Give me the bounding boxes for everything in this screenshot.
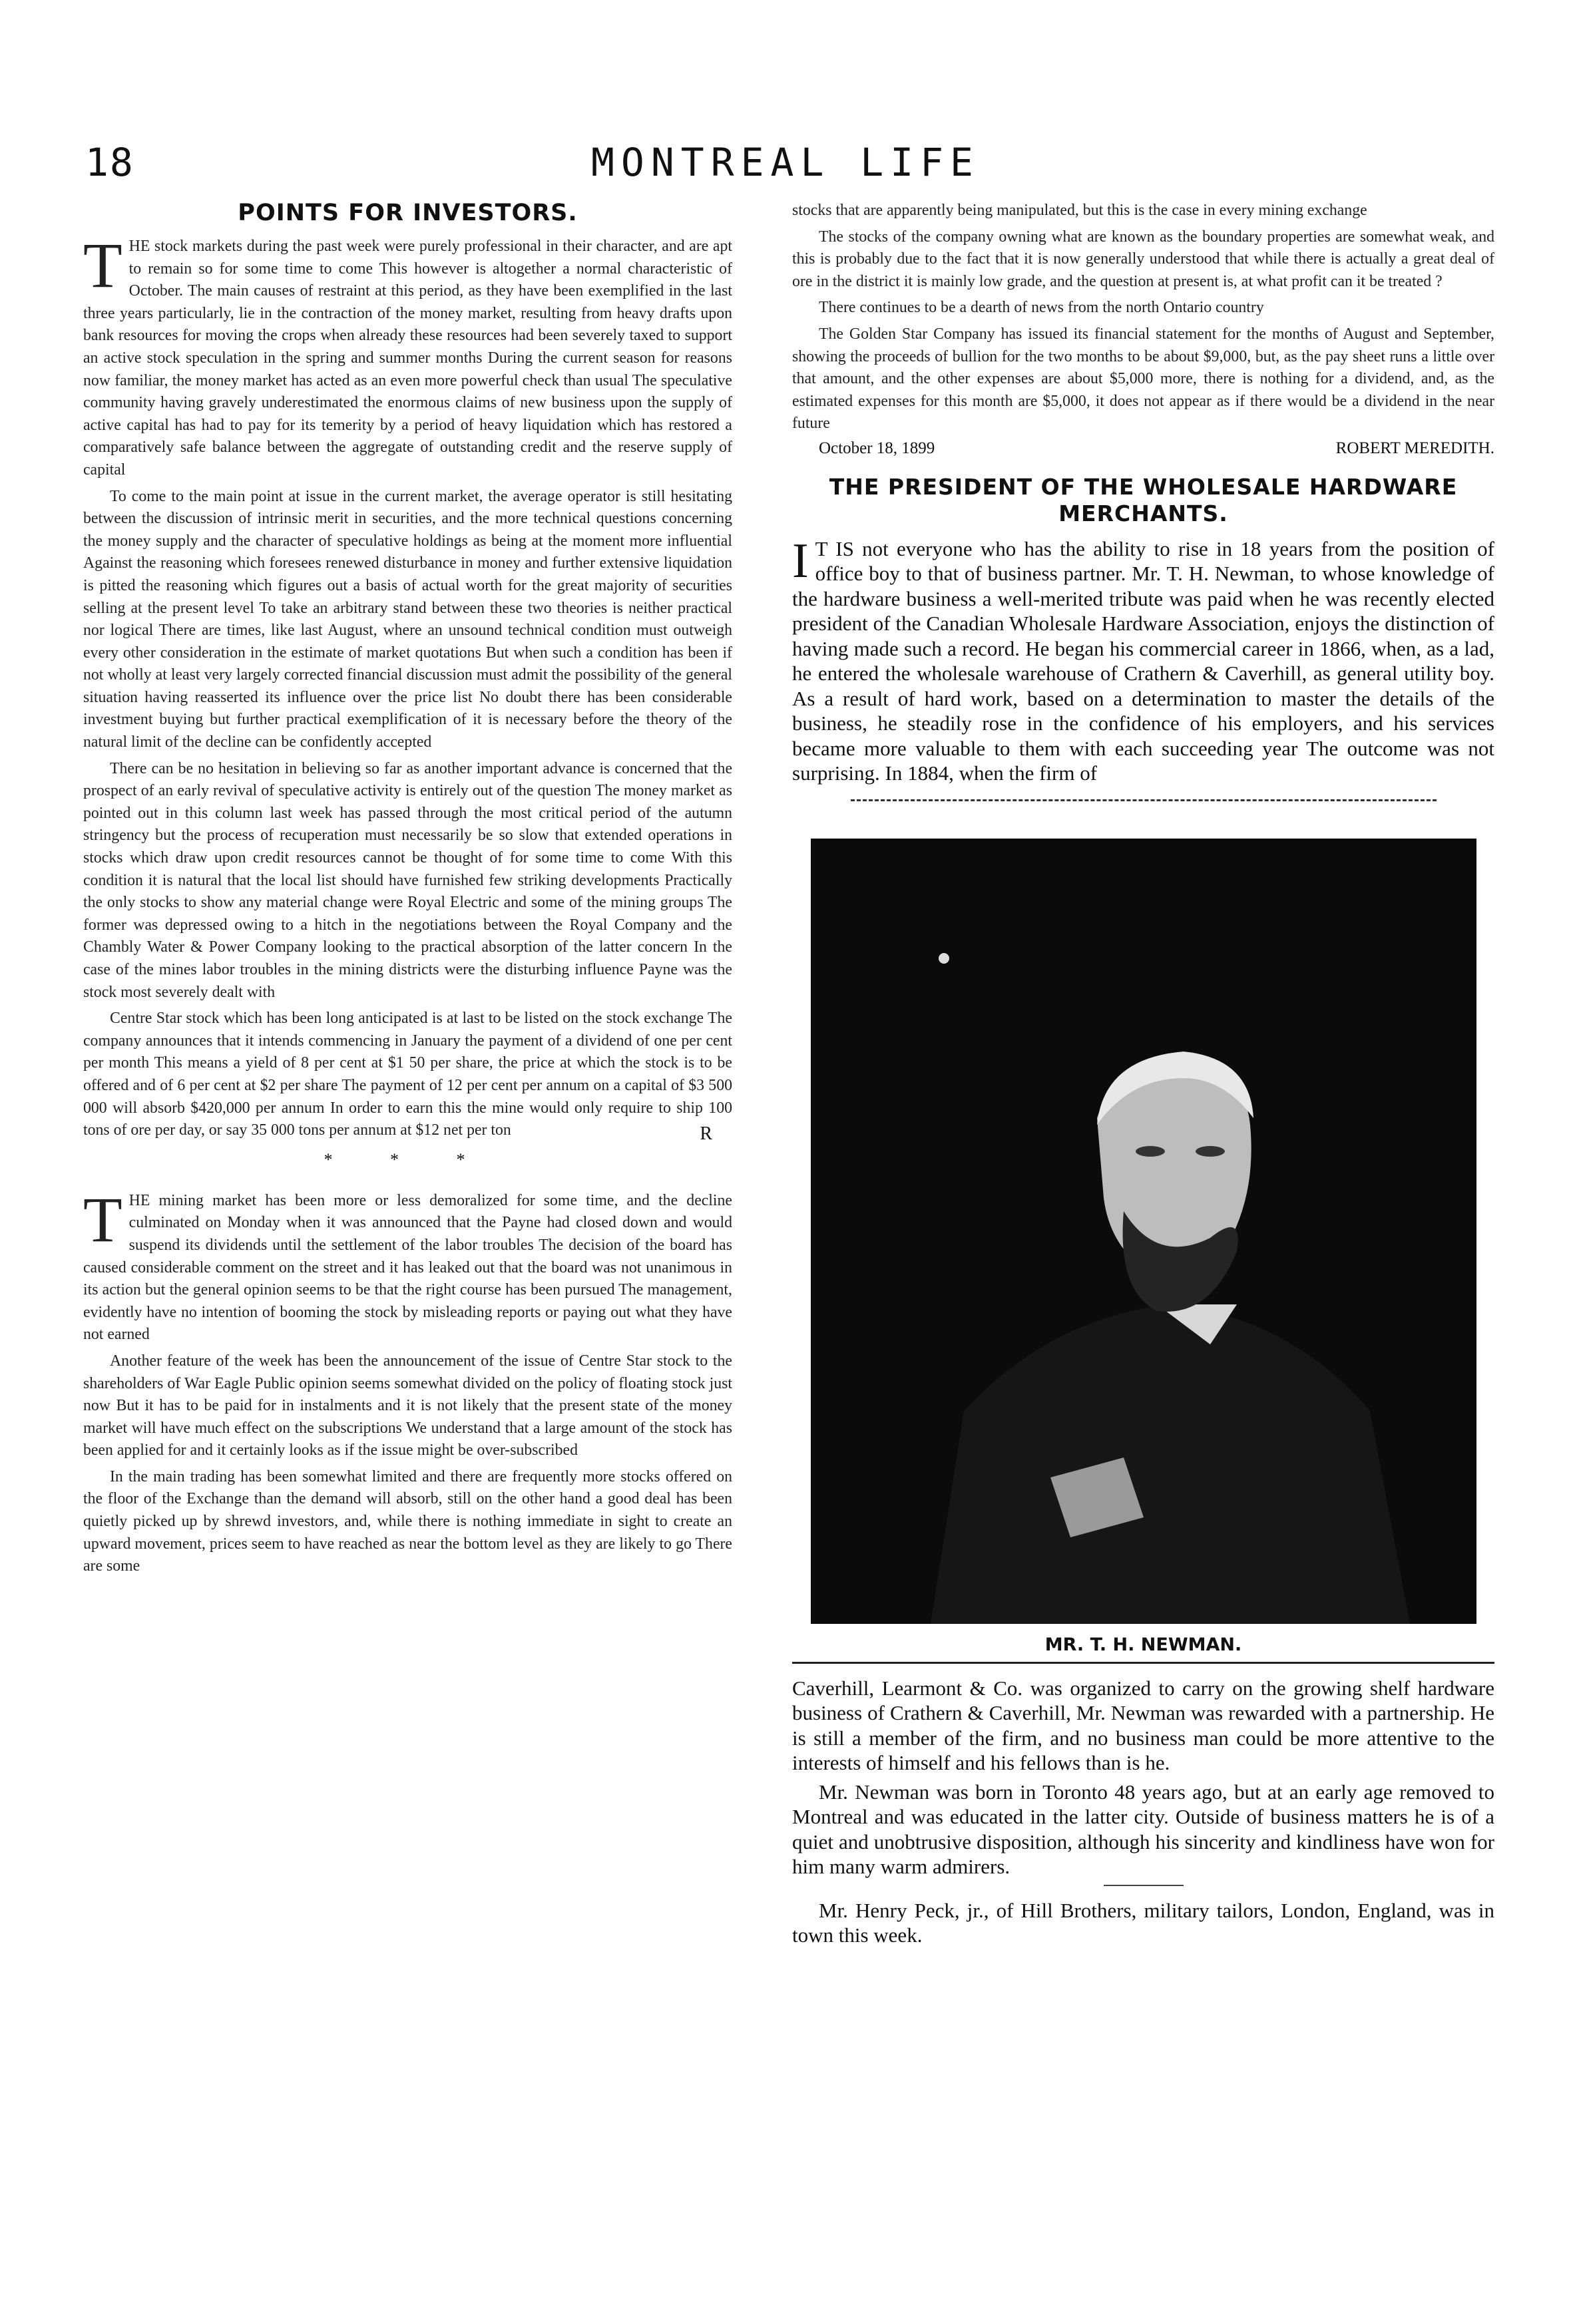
president-heading: THE PRESIDENT OF THE WHOLESALE HARDWARE MERCHANTS. [829, 473, 1458, 526]
investors-paragraph-5: THE mining market has been more or less demoralized for some time, and the decline culminated on Monday when it was announced that the Payne had closed down and would suspend its dividends until the settlement of the labor troubles The decision of the board has caused considerable comment on the street and it has leaked out that the board was not unanimous in its action but the general opinion seems to be that the right course has been pursued The management, evidently have no intention of booming the stock by misleading reports or paying out what they have not earned [83, 1183, 732, 1344]
right-column [792, 200, 1494, 1952]
short-divider [1104, 1885, 1184, 1886]
photo-caption: MR. T. H. NEWMAN. [1044, 1634, 1242, 1655]
article-date: October 18, 1899 [819, 439, 935, 457]
investors-continued-3: There continues to be a dearth of news from the north Ontario country [819, 299, 1264, 317]
section-separator: * * * [324, 1149, 492, 1169]
president-paragraph-1: I T IS not everyone who has the ability to rise in 18 years from the position of office boy to that of business partner. Mr. T. H. Newman, to whose knowledge of the hardware business a well-merited tribute was paid when he was recently elected president of the Canadian Wholesale Hardware Association, enjoys the distinction of having made such a record. He began his commercial career in 1866, when, as a lad, he entered the wholesale warehouse of Crathern & Caverhill, as general utility boy. As a result of hard work, based on a determination to master the details of the business, he steadily rose in the confidence of his employers, and his services became more valuable to them with each succeeding year The outcome was not surprising. In 1884, when the firm of [792, 533, 1494, 785]
divider [851, 799, 1437, 801]
page-number: 18 [85, 140, 134, 185]
investors-continued-1: stocks that are apparently being manipulated, but this is the case in every mining exchange [792, 202, 1367, 219]
investors-paragraph-7: In the main trading has been somewhat limited and there are frequently more stocks offered on the floor of the Exchange than the demand will absorb, still on the other hand a good deal has been quietly picked up by shrewd investors, and, while there is nothing immediate in sight to create an upward movement, prices seem to have reached as near the bottom level as they are likely to go There are some [83, 1467, 732, 1575]
left-column [83, 200, 732, 1582]
signature-line [792, 439, 1494, 458]
investors-paragraph-2: To come to the main point at issue in the current market, the average operator is still hesitating between the discussion of intrinsic merit in securities, and the more technical questions concerning the money supply and the character of speculative holdings as being at the moment more influential Against the reasoning which foresees renewed disturbance in money and further extensive liquidation is pitted the reasoning which figures out a basis of actual worth for the great majority of securities selling at the present level To take an arbitrary stand between these two theories is neither practical nor logical There are times, like last August, where an unsound technical condition must outweigh every other consideration in the estimate of market quotations But when such a condition has been if not wholly at least very largely corrected financial discussion must admit the possibility of the general situation having reasserted its influence over the price list No doubt there has been considerable investment buying but further practical exemplification of it is necessary before the theory of the natural limit of the decline can be confidently accepted [83, 487, 732, 751]
portrait-photo [811, 839, 1476, 1624]
article-author: ROBERT MEREDITH. [1335, 439, 1494, 457]
president-paragraph-4: Mr. Henry Peck, jr., of Hill Brothers, military tailors, London, England, was in town this week. [792, 1898, 1494, 1947]
photo-speck [939, 953, 949, 964]
investors-continued-4: The Golden Star Company has issued its financial statement for the months of August and September, showing the proceeds of bullion for the two months to be about $9,000, but, as the pay sheet runs a little over that amount, and the other expenses are about $5,000 more, there is nothing for a dividend, and, as the estimated expenses for this month are $5,000, it does not appear as if there would be a dividend in the near future [792, 325, 1494, 433]
investors-heading: POINTS FOR INVESTORS. [238, 200, 578, 226]
investors-paragraph-1: THE stock markets during the past week were purely professional in their character, and are apt to remain so for some time to come This however is altogether a normal characteristic of October. The main causes of restraint at this period, as they have been exemplified in the last three years particularly, lie in the contraction of the money market, resulting from heavy drafts upon bank resources for moving the crops when already these resources had been severely taxed to support an active stock speculation in the spring and summer months During the current season for reasons now familiar, the money market has acted as an even more powerful check than usual The speculative community having gravely underestimated the enormous claims of new business upon the supply of active capital has had to pay for its temerity by a period of heavy liquidation which has restored a comparatively safe balance between the aggregate of outstanding credit and the reserve supply of capital [83, 230, 732, 479]
initial-mark: R [700, 1123, 712, 1144]
investors-paragraph-3: There can be no hesitation in believing so far as another important advance is concerned that the prospect of an early revival of speculative activity is entirely out of the question The money market as pointed out in this column last week has passed through the most critical period of the autumn stringency but the process of recuperation must necessarily be so slow that extended operations in stocks which draw upon credit resources cannot be thought of for some time to come With this condition it is natural that the local list should have furnished few striking developments Practically the only stocks to show any material change were Royal Electric and some of the mining groups The former was depressed owing to a hitch in the negotiations between the Royal Company and the Chambly Water & Power Company looking to the practical absorption of the latter concern In the case of the mines labor troubles in the mining districts were the disturbing influence Payne was the stock most severely dealt with [83, 759, 732, 1001]
drop-cap: I [792, 533, 809, 588]
portrait-figure [811, 839, 1476, 1624]
investors-continued-2: The stocks of the company owning what are known as the boundary properties are somewhat weak, and this is probably due to the fact that it is now generally understood that while there is actually a great deal of ore in the district it is mainly low grade, and the question at present is, at what profit can it be treated ? [792, 228, 1494, 290]
caption-rule [792, 1662, 1494, 1664]
running-title: MONTREAL LIFE [591, 140, 980, 185]
drop-cap: T [83, 230, 122, 301]
president-paragraph-2: Caverhill, Learmont & Co. was organized to carry on the growing shelf hardware business of Crathern & Caverhill, Mr. Newman was rewarded with a partnership. He is still a member of the firm, and no business man could be more attentive to the interests of himself and his fellows than is he. [792, 1676, 1494, 1775]
drop-cap: T [83, 1183, 122, 1255]
investors-paragraph-6: Another feature of the week has been the announcement of the issue of Centre Star stock to the shareholders of War Eagle Public opinion seems somewhat divided on the policy of floating stock just now But it has to be paid for in instalments and it is not likely that the present state of the money market will have much effect on the subscriptions We understand that a large amount of the stock has been applied for and it certainly looks as if the issue might be over-subscribed [83, 1352, 732, 1459]
president-paragraph-3: Mr. Newman was born in Toronto 48 years ago, but at an early age removed to Montreal and was educated in the latter city. Outside of business matters he is of a quiet and unobtrusive disposition, although his sincerity and kindliness have won for him many warm admirers. [792, 1780, 1494, 1879]
investors-paragraph-4: Centre Star stock which has been long anticipated is at last to be listed on the stock exchange The company announces that it intends commencing in January the payment of a dividend of one per cent per month This means a yield of 8 per cent at $1 50 per share, the price at which the stock is to be offered and of 6 per cent at $2 per share The payment of 12 per cent per annum on a capital of $3 500 000 will absorb $420,000 per annum In order to earn this the mine would only require to ship 100 tons of ore per day, or say 35 000 tons per annum at $12 net per ton [83, 1010, 732, 1139]
